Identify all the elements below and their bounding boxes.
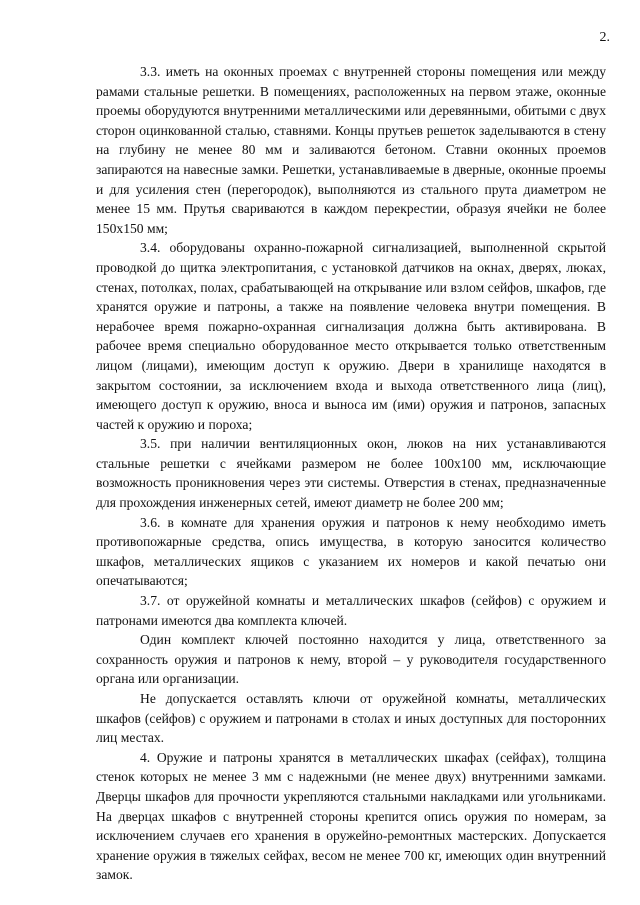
paragraph-keys-restriction: Не допускается оставлять ключи от оружейной комнаты, металлических шкафов (сейфов) с оружием и патронами в столах и иных доступных для посторонних лиц местах. [96,691,606,746]
page-number: 2. [599,30,610,45]
paragraph-3-3: 3.3. иметь на оконных проемах с внутренней стороны помещения или между рамами стальные решетки. В помещениях, расположенных на первом этаже, оконные проемы оборудуются внутренними металлическими или деревянными, обитыми с двух сторон оцинкованной сталью, ставнями. Концы прутьев решеток заделываются в стену на глубину не менее 80 мм и заливаются бетоном. Ставни оконных проемов запираются на навесные замки. Решетки, устанавливаемые в дверные, оконные проемы и для усиления стен (перегородок), выполняются из стального прута диаметром не менее 15 мм. Прутья свариваются в каждом перекрестии, образуя ячейки не более 150х150 мм; [96,64,606,236]
paragraph-4: 4. Оружие и патроны хранятся в металлических шкафах (сейфах), толщина стенок которых не менее 3 мм с надежными (не менее двух) внутренними замками. Дверцы шкафов для прочности укрепляются стальными накладками или угольниками. На дверцах шкафов с внутренней стороны крепится опись оружия по номерам, за исключением случаев его хранения в оружейно-ремонтных мастерских. Допускается хранение оружия в тяжелых сейфах, весом не менее 700 кг, имеющих один внутренний замок. [96,749,606,883]
paragraph-3-7: 3.7. от оружейной комнаты и металлических шкафов (сейфов) с оружием и патронами имеются два комплекта ключей. [96,593,606,628]
paragraph-keys-holder: Один комплект ключей постоянно находится у лица, ответственного за сохранность оружия и патронов к нему, второй – у руководителя государственного органа или организации. [96,632,606,687]
paragraph-3-5: 3.5. при наличии вентиляционных окон, люков на них устанавливаются стальные решетки с ячейками размером не более 100х100 мм, исключающие возможность проникновения через эти системы. Отверстия в стенах, предназначенные для прохождения инженерных сетей, имеют диаметр не более 200 мм; [96,436,606,511]
paragraph-3-6: 3.6. в комнате для хранения оружия и патронов к нему необходимо иметь противопожарные средства, опись имущества, в которую заносится количество шкафов, металлических ящиков с указанием их номеров и какой печатью они опечатываются; [96,514,606,589]
document-body [96,62,606,885]
paragraph-3-4: 3.4. оборудованы охранно-пожарной сигнализацией, выполненной скрытой проводкой до щитка электропитания, с установкой датчиков на окнах, дверях, люках, стенах, потолках, полах, срабатывающей на открывание или взлом сейфов, шкафов, где хранятся оружие и патроны, а также на появление человека внутри помещения. В нерабочее время пожарно-охранная сигнализация должна быть активирована. В рабочее время специально оборудованное место открывается только ответственным лицом (лицами), имеющим доступ к оружию. Двери в хранилище находятся в закрытом состоянии, за исключением входа и выхода ответственного лица (лиц), имеющего доступ к оружию, вноса и выноса им (ими) оружия и патронов, запасных частей к оружию и пороха; [96,240,606,432]
